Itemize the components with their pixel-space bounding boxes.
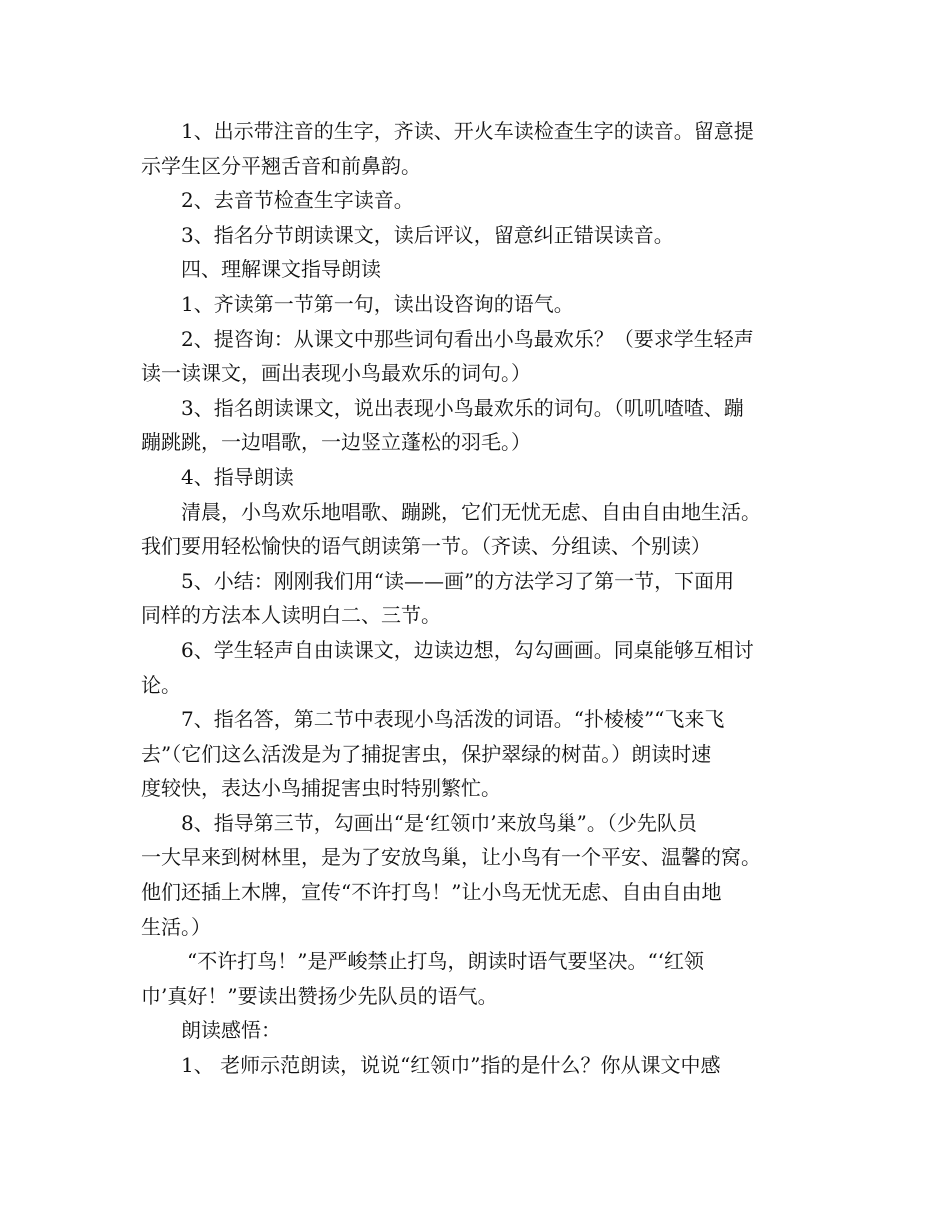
text-line: 论。 [141,672,181,697]
text-line: 生活。） [141,914,211,939]
text-line: 他们还插上木牌，宣传“不许打鸟！”让小鸟无忧无虑、自由自由地 [141,880,722,905]
text-line: 3、指名朗读课文，说出表现小鸟最欢乐的词句。（叽叽喳喳、蹦 [181,395,744,420]
text-line: 5、小结：刚刚我们用“读——画”的方法学习了第一节，下面用 [181,568,735,593]
text-line: 2、去音节检查生字读音。 [181,188,414,213]
text-line: 3、指名分节朗读课文，读后评议，留意纠正错误读音。 [181,222,674,247]
text-line: 读一读课文，画出表现小鸟最欢乐的词句。） [141,361,531,386]
text-line: 1、 老师示范朗读，说说“红领巾”指的是什么？你从课文中感 [181,1053,721,1078]
text-line: 1、齐读第一节第一句，读出设咨询的语气。 [181,291,574,316]
text-line: 去”（它们这么活泼是为了捕捉害虫，保护翠绿的树苗。）朗读时速 [141,741,712,766]
text-line: 2、提咨询：从课文中那些词句看出小鸟最欢乐？（要求学生轻声 [181,326,754,351]
text-line: 7、指名答，第二节中表现小鸟活泼的词语。“扑棱棱”“飞来飞 [181,707,725,732]
text-line: 同样的方法本人读明白二、三节。 [141,603,441,628]
text-line: 一大早来到树林里，是为了安放鸟巢，让小鸟有一个平安、温馨的窝。 [141,845,761,870]
text-line: 示学生区分平翘舌音和前鼻韵。 [141,153,421,178]
text-line: 度较快，表达小鸟捕捉害虫时特别繁忙。 [141,776,501,801]
text-line: 我们要用轻松愉快的语气朗读第一节。（齐读、分组读、个别读） [141,534,711,559]
text-line: 8、指导第三节，勾画出“是‘红领巾’来放鸟巢”。（少先队员 [181,810,697,835]
text-line: 蹦跳跳，一边唱歌，一边竖立蓬松的羽毛。） [141,430,531,455]
text-line: “不许打鸟！”是严峻禁止打鸟，朗读时语气要坚决。“‘红领 [187,949,705,974]
text-line: 清晨，小鸟欢乐地唱歌、蹦跳，它们无忧无虑、自由自由地生活。 [181,499,761,524]
text-line: 4、指导朗读 [181,464,294,489]
section-heading: 四、理解课文指导朗读 [181,257,381,282]
document-body [141,114,813,1083]
section-heading: 朗读感悟： [181,1018,281,1043]
text-line: 6、学生轻声自由读课文，边读边想，勾勾画画。同桌能够互相讨 [181,637,754,662]
text-line: 1、出示带注音的生字，齐读、开火车读检查生字的读音。留意提 [181,119,754,143]
text-line: 巾’真好！”要读出赞扬少先队员的语气。 [141,983,498,1008]
